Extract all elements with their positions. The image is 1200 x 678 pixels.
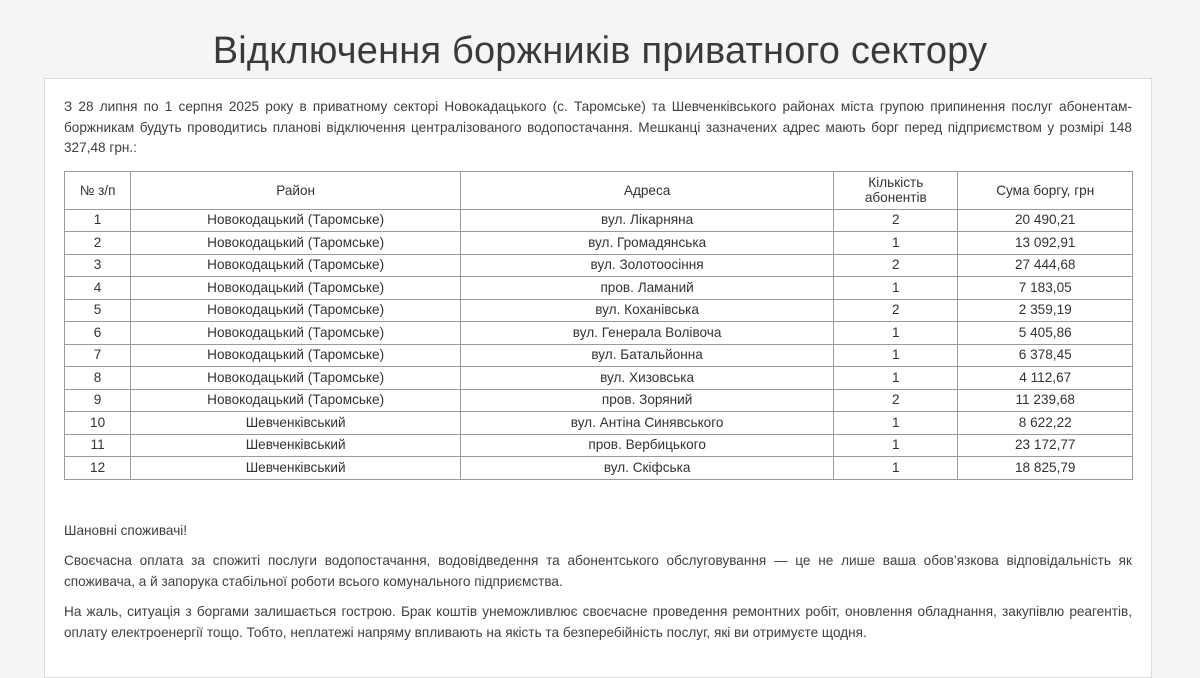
cell-count: 1 [834, 434, 958, 457]
table-row [65, 434, 1133, 457]
header-num: № з/п [65, 171, 131, 209]
cell-count: 2 [834, 389, 958, 412]
cell-debt: 18 825,79 [958, 457, 1133, 480]
cell-num: 8 [65, 367, 131, 390]
cell-address: вул. Коханівська [461, 299, 834, 322]
cell-count: 1 [834, 457, 958, 480]
cell-address: вул. Генерала Волівоча [461, 322, 834, 345]
cell-debt: 20 490,21 [958, 209, 1133, 232]
table-row [65, 412, 1133, 435]
table-row [65, 457, 1133, 480]
cell-district: Новокодацький (Таромське) [131, 344, 461, 367]
cell-num: 1 [65, 209, 131, 232]
cell-debt: 2 359,19 [958, 299, 1133, 322]
cell-count: 2 [834, 254, 958, 277]
cell-num: 10 [65, 412, 131, 435]
cell-debt: 4 112,67 [958, 367, 1133, 390]
cell-count: 1 [834, 232, 958, 255]
table-row [65, 367, 1133, 390]
cell-district: Новокодацький (Таромське) [131, 322, 461, 345]
cell-district: Новокодацький (Таромське) [131, 299, 461, 322]
table-row [65, 322, 1133, 345]
table-header-row [65, 171, 1133, 209]
cell-count: 2 [834, 209, 958, 232]
cell-num: 7 [65, 344, 131, 367]
cell-address: вул. Скіфська [461, 457, 834, 480]
cell-num: 2 [65, 232, 131, 255]
table-body [65, 209, 1133, 479]
cell-district: Новокодацький (Таромське) [131, 277, 461, 300]
cell-num: 4 [65, 277, 131, 300]
table-row [65, 299, 1133, 322]
intro-paragraph: З 28 липня по 1 серпня 2025 року в приватному секторі Новокадацького (с. Таромське) та Шевченківського районах міста групою припинення послуг абонентам-боржникам будуть проводитись планові відключення централізованого водопостачання. Мешканці зазначених адрес мають борг перед підприємством у розмірі 148 327,48 грн.: [64, 99, 1132, 155]
table-row [65, 232, 1133, 255]
cell-num: 9 [65, 389, 131, 412]
cell-count: 1 [834, 322, 958, 345]
cell-district: Шевченківський [131, 412, 461, 435]
page-title: Відключення боржників приватного сектору [212, 30, 988, 72]
cell-debt: 11 239,68 [958, 389, 1133, 412]
header-address: Адреса [461, 171, 834, 209]
cell-address: вул. Хизовська [461, 367, 834, 390]
cell-debt: 23 172,77 [958, 434, 1133, 457]
cell-count: 2 [834, 299, 958, 322]
greeting-text: Шановні споживачі! [64, 522, 188, 538]
cell-num: 11 [65, 434, 131, 457]
table-row [65, 277, 1133, 300]
cell-count: 1 [834, 412, 958, 435]
cell-address: вул. Громадянська [461, 232, 834, 255]
cell-district: Новокодацький (Таромське) [131, 367, 461, 390]
cell-count: 1 [834, 367, 958, 390]
cell-debt: 13 092,91 [958, 232, 1133, 255]
header-debt: Сума боргу, грн [958, 171, 1133, 209]
table-row [65, 254, 1133, 277]
cell-address: вул. Лікарняна [461, 209, 834, 232]
cell-num: 6 [65, 322, 131, 345]
cell-district: Новокодацький (Таромське) [131, 232, 461, 255]
cell-count: 1 [834, 277, 958, 300]
cell-district: Новокодацький (Таромське) [131, 254, 461, 277]
header-count: Кількість абонентів [834, 171, 958, 209]
cell-debt: 5 405,86 [958, 322, 1133, 345]
cell-address: пров. Зоряний [461, 389, 834, 412]
cell-num: 3 [65, 254, 131, 277]
cell-count: 1 [834, 344, 958, 367]
cell-num: 12 [65, 457, 131, 480]
cell-district: Новокодацький (Таромське) [131, 209, 461, 232]
cell-district: Новокодацький (Таромське) [131, 389, 461, 412]
cell-debt: 27 444,68 [958, 254, 1133, 277]
payment-responsibility-paragraph: Своєчасна оплата за спожиті послуги водопостачання, водовідведення та абонентського обслуговування — це не лише ваша обов’язкова відповідальність як споживача, а й запорука стабільної роботи всього комунального підприємства. [64, 553, 1132, 589]
content-box [44, 78, 1152, 678]
table-row [65, 344, 1133, 367]
table-row [65, 389, 1133, 412]
cell-district: Шевченківський [131, 434, 461, 457]
cell-address: пров. Вербицького [461, 434, 834, 457]
cell-num: 5 [65, 299, 131, 322]
cell-debt: 6 378,45 [958, 344, 1133, 367]
table-row [65, 209, 1133, 232]
cell-address: вул. Антіна Синявського [461, 412, 834, 435]
header-district: Район [131, 171, 461, 209]
cell-address: вул. Золотоосіння [461, 254, 834, 277]
cell-debt: 8 622,22 [958, 412, 1133, 435]
debt-situation-paragraph: На жаль, ситуація з боргами залишається гострою. Брак коштів унеможливлює своєчасне проведення ремонтних робіт, оновлення обладнання, закупівлю реагентів, оплату електроенергії тощо. Тобто, неплатежі напряму впливають на якість та безперебійність послуг, які ви отримуєте щодня. [64, 604, 1132, 640]
cell-district: Шевченківський [131, 457, 461, 480]
cell-debt: 7 183,05 [958, 277, 1133, 300]
cell-address: вул. Батальйонна [461, 344, 834, 367]
cell-address: пров. Ламаний [461, 277, 834, 300]
debtors-table [64, 171, 1133, 480]
